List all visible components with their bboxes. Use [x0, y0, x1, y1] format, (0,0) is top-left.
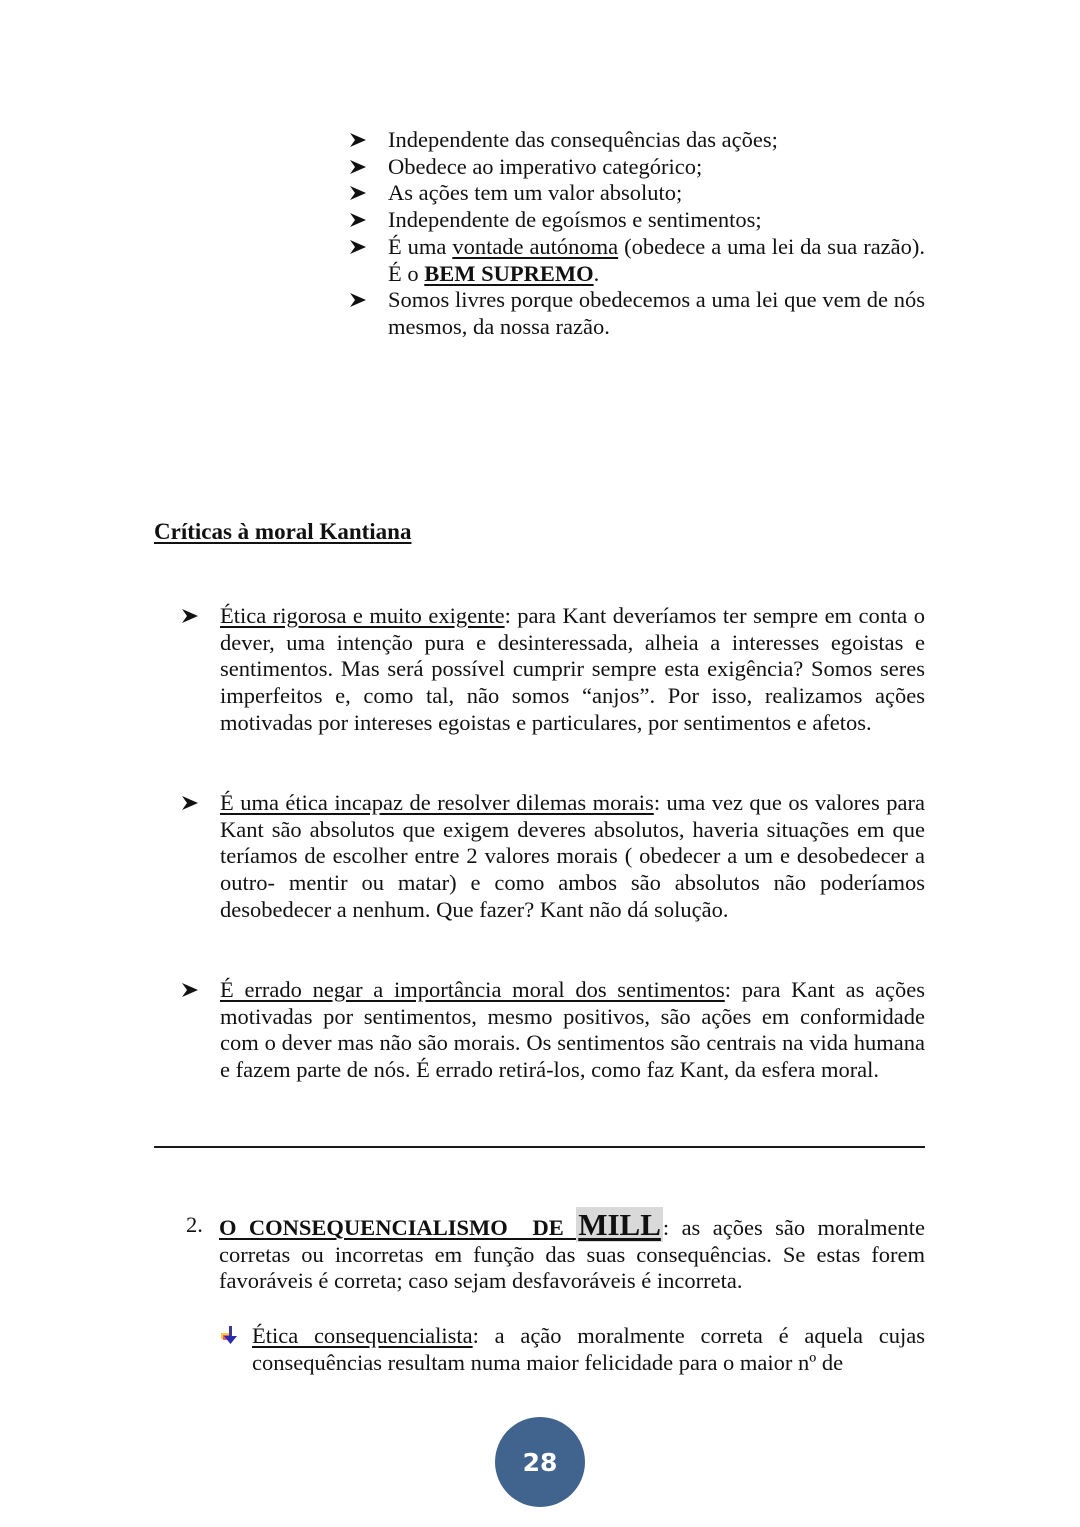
critique-item: [180, 977, 925, 1084]
sub-item-content: Ética consequencialista: a ação moralmente correta é aquela cujas consequências resultam numa maior felicidade para o maior nº de: [218, 1323, 925, 1376]
list-item: Somos livres porque obedecemos a uma lei que vem de nós mesmos, da nossa razão.: [348, 287, 925, 340]
mill-content: 2. O CONSEQUENCIALISMO DE MILL: as ações são moralmente corretas ou incorretas em função das suas consequências. Se estas forem favoráveis é correta; caso sejam desfavoráveis é incorreta.: [186, 1207, 925, 1294]
section-number: 2.: [186, 1212, 203, 1237]
mill-name: MILL: [578, 1207, 661, 1242]
list-item: Independente das consequências das ações;: [348, 127, 925, 154]
arrow-bullet-icon: [348, 127, 370, 153]
arrow-bullet-icon: [180, 603, 202, 629]
critique-content: É errado negar a importância moral dos sentimentos: para Kant as ações motivadas por sentimentos, mesmo positivos, são ações em conformidade com o dever mas não são morais. Os sentimentos são centrais na vida humana e fazem parte de nós. É errado retirá-los, como faz Kant, da esfera moral.: [180, 977, 925, 1084]
bem-supremo-term: BEM SUPREMO: [424, 260, 594, 286]
arrow-bullet-icon: [180, 977, 202, 1003]
arrow-bullet-icon: [180, 790, 202, 816]
arrow-bullet-icon: [348, 234, 370, 260]
list-item: Obedece ao imperativo categórico;: [348, 154, 925, 181]
critique-content: É uma ética incapaz de resolver dilemas morais: uma vez que os valores para Kant são absolutos que exigem deveres absolutos, haveria situações em que teríamos de escolher entre 2 valores morais ( obedecer a um e desobedecer a outro- mentir ou matar) e como ambos são absolutos não poderíamos desobedecer a nenhum. Que fazer? Kant não dá solução.: [180, 790, 925, 924]
arrow-bullet-icon: [348, 287, 370, 313]
critique-title: É uma ética incapaz de resolver dilemas morais: [220, 790, 654, 815]
critique-item: [180, 603, 925, 737]
critique-title: É errado negar a importância moral dos sentimentos: [220, 977, 725, 1002]
section-heading: Críticas à moral Kantiana: [154, 519, 412, 544]
mill-title: O CONSEQUENCIALISMO DE: [219, 1215, 577, 1240]
arrow-bullet-icon: [348, 207, 370, 233]
arrow-bullet-icon: [348, 154, 370, 180]
page-number-badge: 28: [495, 1417, 585, 1507]
arrow-bullet-icon: [348, 180, 370, 206]
list-item: As ações tem um valor absoluto;: [348, 180, 925, 207]
list-item: Independente de egoísmos e sentimentos;: [348, 207, 925, 234]
mill-sub-item: [218, 1323, 925, 1376]
mill-section: [186, 1207, 925, 1295]
critique-content: Ética rigorosa e muito exigente: para Kant deveríamos ter sempre em conta o dever, uma intenção pura e desinteressada, alheia a interesses egoistas e sentimentos. Mas será possível cumprir sempre esta exigência? Somos seres imperfeitos e, como tal, não somos “anjos”. Por isso, realizamos ações motivadas por intereses egoistas e particulares, por sentimentos e afetos.: [180, 603, 925, 737]
colored-down-arrow-icon: [220, 1325, 240, 1347]
section-divider: [154, 1146, 925, 1148]
sub-item-title: Ética consequencialista: [252, 1323, 473, 1348]
kant-characteristics-list: [348, 127, 925, 341]
critique-title: Ética rigorosa e muito exigente: [220, 603, 505, 628]
vontade-autonoma-term: vontade autónoma: [452, 233, 619, 259]
critique-item: [180, 790, 925, 924]
list-item: É uma vontade autónoma (obedece a uma lei da sua razão). É o BEM SUPREMO.: [348, 234, 925, 287]
